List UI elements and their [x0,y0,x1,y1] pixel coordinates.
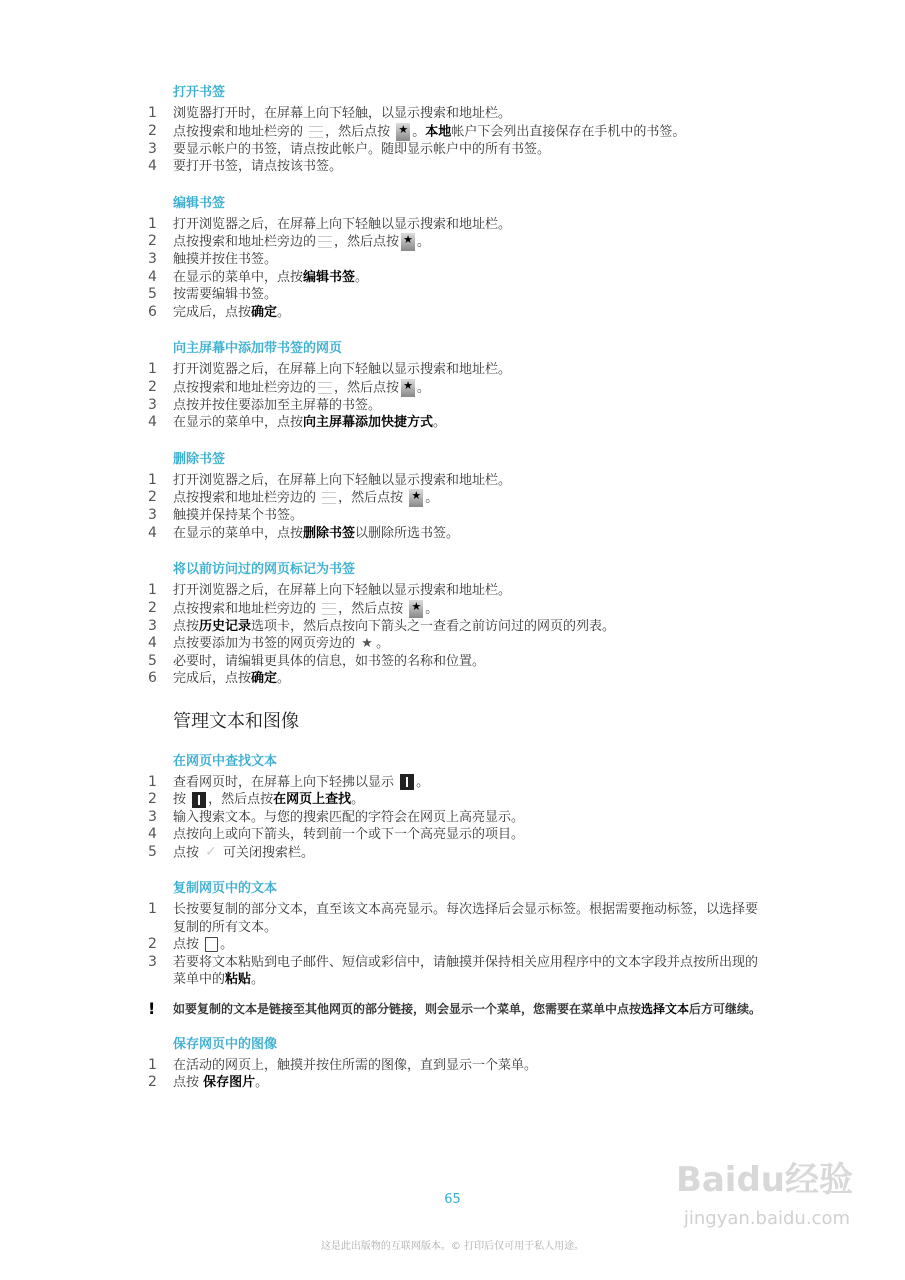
baidu-watermark-logo: Baidu经验 [675,1160,853,1200]
text-run: 点按搜索和地址栏旁边的 [173,380,317,395]
copy-icon [205,937,218,952]
find-icon [192,792,206,808]
step-number: 1 [148,361,157,377]
text-run: 如要复制的文本是链接至其他网页的部分链接，则会显示一个菜单，您需要在菜单中点按 [173,1001,642,1016]
text-run: ，然后点按 [338,490,408,506]
text-run: 在显示的菜单中，点按 [173,525,304,541]
section-sub [148,880,768,1017]
step-number: 4 [148,524,157,541]
step-item [148,269,768,287]
step-text [173,791,768,809]
text-run: 。 [425,601,439,616]
step-number: 2 [148,233,157,249]
step-item [148,304,768,322]
step-number: 4 [148,414,157,430]
section-sub [148,195,768,322]
text-run: ，然后点按 [334,380,400,395]
step-number: 2 [148,489,157,505]
bold-term: 选择文本 [641,1001,690,1016]
step-number: 3 [148,251,157,267]
step-text [173,397,768,415]
step-text [173,379,768,397]
step-item [148,472,768,490]
bold-term: 编辑书签 [303,269,356,285]
step-item [148,361,768,379]
step-item [148,826,768,844]
step-item [148,397,768,415]
text-run: 。 [376,636,390,651]
step-item [148,954,768,989]
step-item [148,1074,768,1092]
step-item [148,233,768,251]
text-run: 。 [417,234,431,250]
text-run: ，然后点按 [325,124,395,139]
step-number: 2 [148,122,157,139]
text-run: 。 [433,415,447,430]
section-main [148,710,768,734]
step-number: 4 [148,635,157,651]
text-run: 点按搜索和地址栏旁的 [173,124,308,139]
step-number: 3 [148,617,157,634]
text-run: 完成后，点按 [173,304,252,320]
text-run: 。 [417,380,431,395]
text-run: 。 [220,937,234,953]
bold-term: 粘贴 [225,972,252,988]
step-item [148,105,768,123]
subsection-title: 保存网页中的图像 [173,1036,278,1052]
subsection-title: 向主屏幕中添加带书签的网页 [173,341,343,356]
step-text [173,472,768,490]
step-text [173,653,768,671]
text-run: 点按搜索和地址栏旁边的 [173,234,317,250]
text-run: 按需要编辑书签。 [173,287,278,302]
bookmark-icon: ★ [396,123,410,141]
text-run: 查看网页时，在屏幕上向下轻拂以显示 [173,774,399,790]
bold-term: 删除书签 [303,525,356,541]
text-run: 要显示帐户的书签，请点按此帐户。随即显示帐户中的所有书签。 [173,141,551,157]
page-number: 65 [444,1192,461,1207]
step-number: 3 [148,808,157,825]
section-sub [148,451,768,543]
text-run: 触摸并按住书签。 [173,252,278,267]
step-item [148,774,768,792]
step-item [148,525,768,543]
step-item [148,582,768,600]
text-run: 打开浏览器之后，在屏幕上向下轻触以显示搜索和地址栏。 [173,472,512,488]
step-number: 2 [148,1074,157,1091]
menu-icon [318,382,332,394]
find-icon [400,774,414,790]
step-number: 1 [148,105,157,121]
text-run: 触摸并保持某个书签。 [173,508,304,523]
bold-term: 向主屏幕添加快捷方式 [303,415,434,430]
section-sub [148,561,768,688]
step-item [148,158,768,176]
step-item [148,791,768,809]
subsection-title: 在网页中查找文本 [173,753,278,769]
step-item [148,901,768,936]
step-text [173,361,768,379]
text-run: 帐户下会列出直接保存在手机中的书签。 [451,124,686,139]
step-item [148,286,768,304]
step-text [173,635,768,653]
step-item [148,936,768,954]
menu-icon [322,492,336,504]
baidu-watermark-url: jingyan.baidu.com [683,1208,850,1229]
step-item [148,600,768,618]
step-item [148,251,768,269]
text-run: 。 [255,1075,269,1091]
text-run: 以删除所选书签。 [355,525,460,541]
text-run: 。 [277,671,291,686]
step-number: 3 [148,507,157,523]
document-body [148,84,768,1092]
step-number: 3 [148,953,157,970]
step-text [173,618,768,636]
step-number: 5 [148,286,157,302]
step-text [173,809,768,827]
text-run: 打开浏览器之后，在屏幕上向下轻触以显示搜索和地址栏。 [173,583,512,598]
text-run: 在活动的网页上，触摸并按住所需的图像，直到显示一个菜单。 [173,1057,538,1073]
subsection-title: 复制网页中的文本 [173,881,278,897]
step-item [148,123,768,141]
step-number: 2 [148,791,157,807]
section-title: 管理文本和图像 [173,710,299,732]
step-number: 1 [148,471,157,488]
text-run: 打开浏览器之后，在屏幕上向下轻触以显示搜索和地址栏。 [173,216,512,232]
text-run: 点按 [173,937,204,953]
section-sub [148,753,768,862]
bold-term: 确定 [251,304,278,320]
text-run: 浏览器打开时，在屏幕上向下轻触，以显示搜索和地址栏。 [173,106,512,121]
step-text [173,489,768,507]
step-text [173,251,768,269]
step-number: 1 [148,215,157,232]
step-number: 3 [148,140,157,157]
text-run: 点按 [173,618,200,634]
step-item [148,809,768,827]
step-text [173,158,768,176]
step-item [148,489,768,507]
step-number: 5 [148,652,157,669]
step-item [148,379,768,397]
text-run: ，然后点按 [208,792,274,807]
step-text [173,507,768,525]
step-number: 5 [148,843,157,860]
step-text [173,123,768,141]
step-text [173,1074,768,1092]
step-text [173,936,768,954]
text-run: 选项卡，然后点按向下箭头之一查看之前访问过的网页的列表。 [251,618,616,634]
bookmark-icon: ★ [401,233,415,251]
text-run: 。 [412,124,426,139]
step-number: 1 [148,773,157,790]
subsection-title: 打开书签 [173,85,226,100]
step-text [173,774,768,792]
step-text [173,233,768,251]
step-number: 2 [148,378,157,395]
bold-term: 在网页上查找 [273,792,352,807]
step-item [148,844,768,862]
check-icon: ✓ [205,843,217,860]
step-item [148,635,768,653]
step-item [148,141,768,159]
step-text [173,105,768,123]
text-run: 点按并按住要添加至主屏幕的书签。 [173,397,382,413]
step-number: 1 [148,582,157,598]
text-run: 在显示的菜单中，点按 [173,269,304,285]
step-number: 4 [148,826,157,842]
step-text [173,414,768,432]
bold-term: 确定 [251,671,278,686]
text-run: ，然后点按 [334,234,400,250]
step-text [173,216,768,234]
text-run: 按 [173,792,191,807]
step-number: 4 [148,158,157,174]
subsection-title: 编辑书签 [173,195,226,211]
text-run: 点按向上或向下箭头，转到前一个或下一个高亮显示的项目。 [173,827,525,842]
subsection-title: 删除书签 [173,451,226,467]
text-run: ，然后点按 [338,601,408,616]
step-item [148,507,768,525]
text-run: 完成后，点按 [173,671,252,686]
step-text [173,600,768,618]
text-run: 。 [355,269,369,285]
text-run: 点按搜索和地址栏旁边的 [173,601,321,616]
text-run: 点按 [173,1075,204,1091]
step-text [173,826,768,844]
step-text [173,670,768,688]
step-number: 6 [148,303,157,320]
subsection-title: 将以前访问过的网页标记为书签 [173,562,356,577]
step-text [173,582,768,600]
text-run: 要打开书签，请点按该书签。 [173,159,343,174]
bookmark-icon: ★ [401,379,415,397]
note-text [173,1001,768,1017]
exclamation-icon: ! [148,998,156,1018]
step-number: 3 [148,396,157,413]
step-number: 1 [148,901,157,918]
step-text [173,525,768,543]
bookmark-icon: ★ [409,489,423,507]
bold-term: 保存图片 [203,1075,256,1091]
bold-term: 历史记录 [199,618,252,634]
section-sub [148,84,768,176]
section-sub [148,340,768,432]
step-number: 2 [148,936,157,953]
bold-term: 本地 [425,124,452,139]
star-icon: ★ [361,636,373,651]
step-number: 6 [148,670,157,686]
step-item [148,653,768,671]
menu-icon [309,126,323,138]
step-text [173,1057,768,1075]
step-item [148,1057,768,1075]
text-run: 。 [277,304,291,320]
text-run: 。 [251,972,265,988]
menu-icon [322,603,336,615]
bookmark-icon: ★ [409,600,423,618]
step-item [148,216,768,234]
step-text [173,141,768,159]
text-run: 若要将文本粘贴到电子邮件、短信或彩信中，请触摸并保持相关应用程序中的文本字段并点按所出现的菜单中的 [173,954,759,988]
step-text [173,954,768,989]
text-run: 可关闭搜索栏。 [218,844,315,860]
step-number: 4 [148,268,157,285]
text-run: 。 [416,774,430,790]
section-sub [148,1036,768,1092]
step-text [173,286,768,304]
footer-note: 这是此出版物的互联网版本。© 打印后仅可用于私人用途。 [320,1241,585,1252]
menu-icon [318,236,332,248]
text-run: 后方可继续。 [689,1001,762,1016]
text-run: 。 [425,490,439,506]
step-text [173,901,768,936]
text-run: 。 [351,792,365,807]
step-text [173,304,768,322]
step-text [173,844,768,862]
note-box [148,998,768,1018]
step-item [148,670,768,688]
step-item [148,414,768,432]
step-number: 1 [148,1056,157,1073]
step-item [148,618,768,636]
text-run: 在显示的菜单中，点按 [173,415,304,430]
text-run: 点按搜索和地址栏旁边的 [173,490,321,506]
text-run: 长按要复制的部分文本，直至该文本高亮显示。每次选择后会显示标签。根据需要拖动标签，以选择要复制的所有文本。 [173,902,759,935]
text-run: 输入搜索文本。与您的搜索匹配的字符会在网页上高亮显示。 [173,809,525,825]
text-run: 打开浏览器之后，在屏幕上向下轻触以显示搜索和地址栏。 [173,362,512,377]
text-run: 必要时，请编辑更具体的信息，如书签的名称和位置。 [173,653,486,669]
step-text [173,269,768,287]
text-run: 点按要添加为书签的网页旁边的 [173,636,360,651]
text-run: 点按 [173,844,204,860]
step-number: 2 [148,599,157,616]
